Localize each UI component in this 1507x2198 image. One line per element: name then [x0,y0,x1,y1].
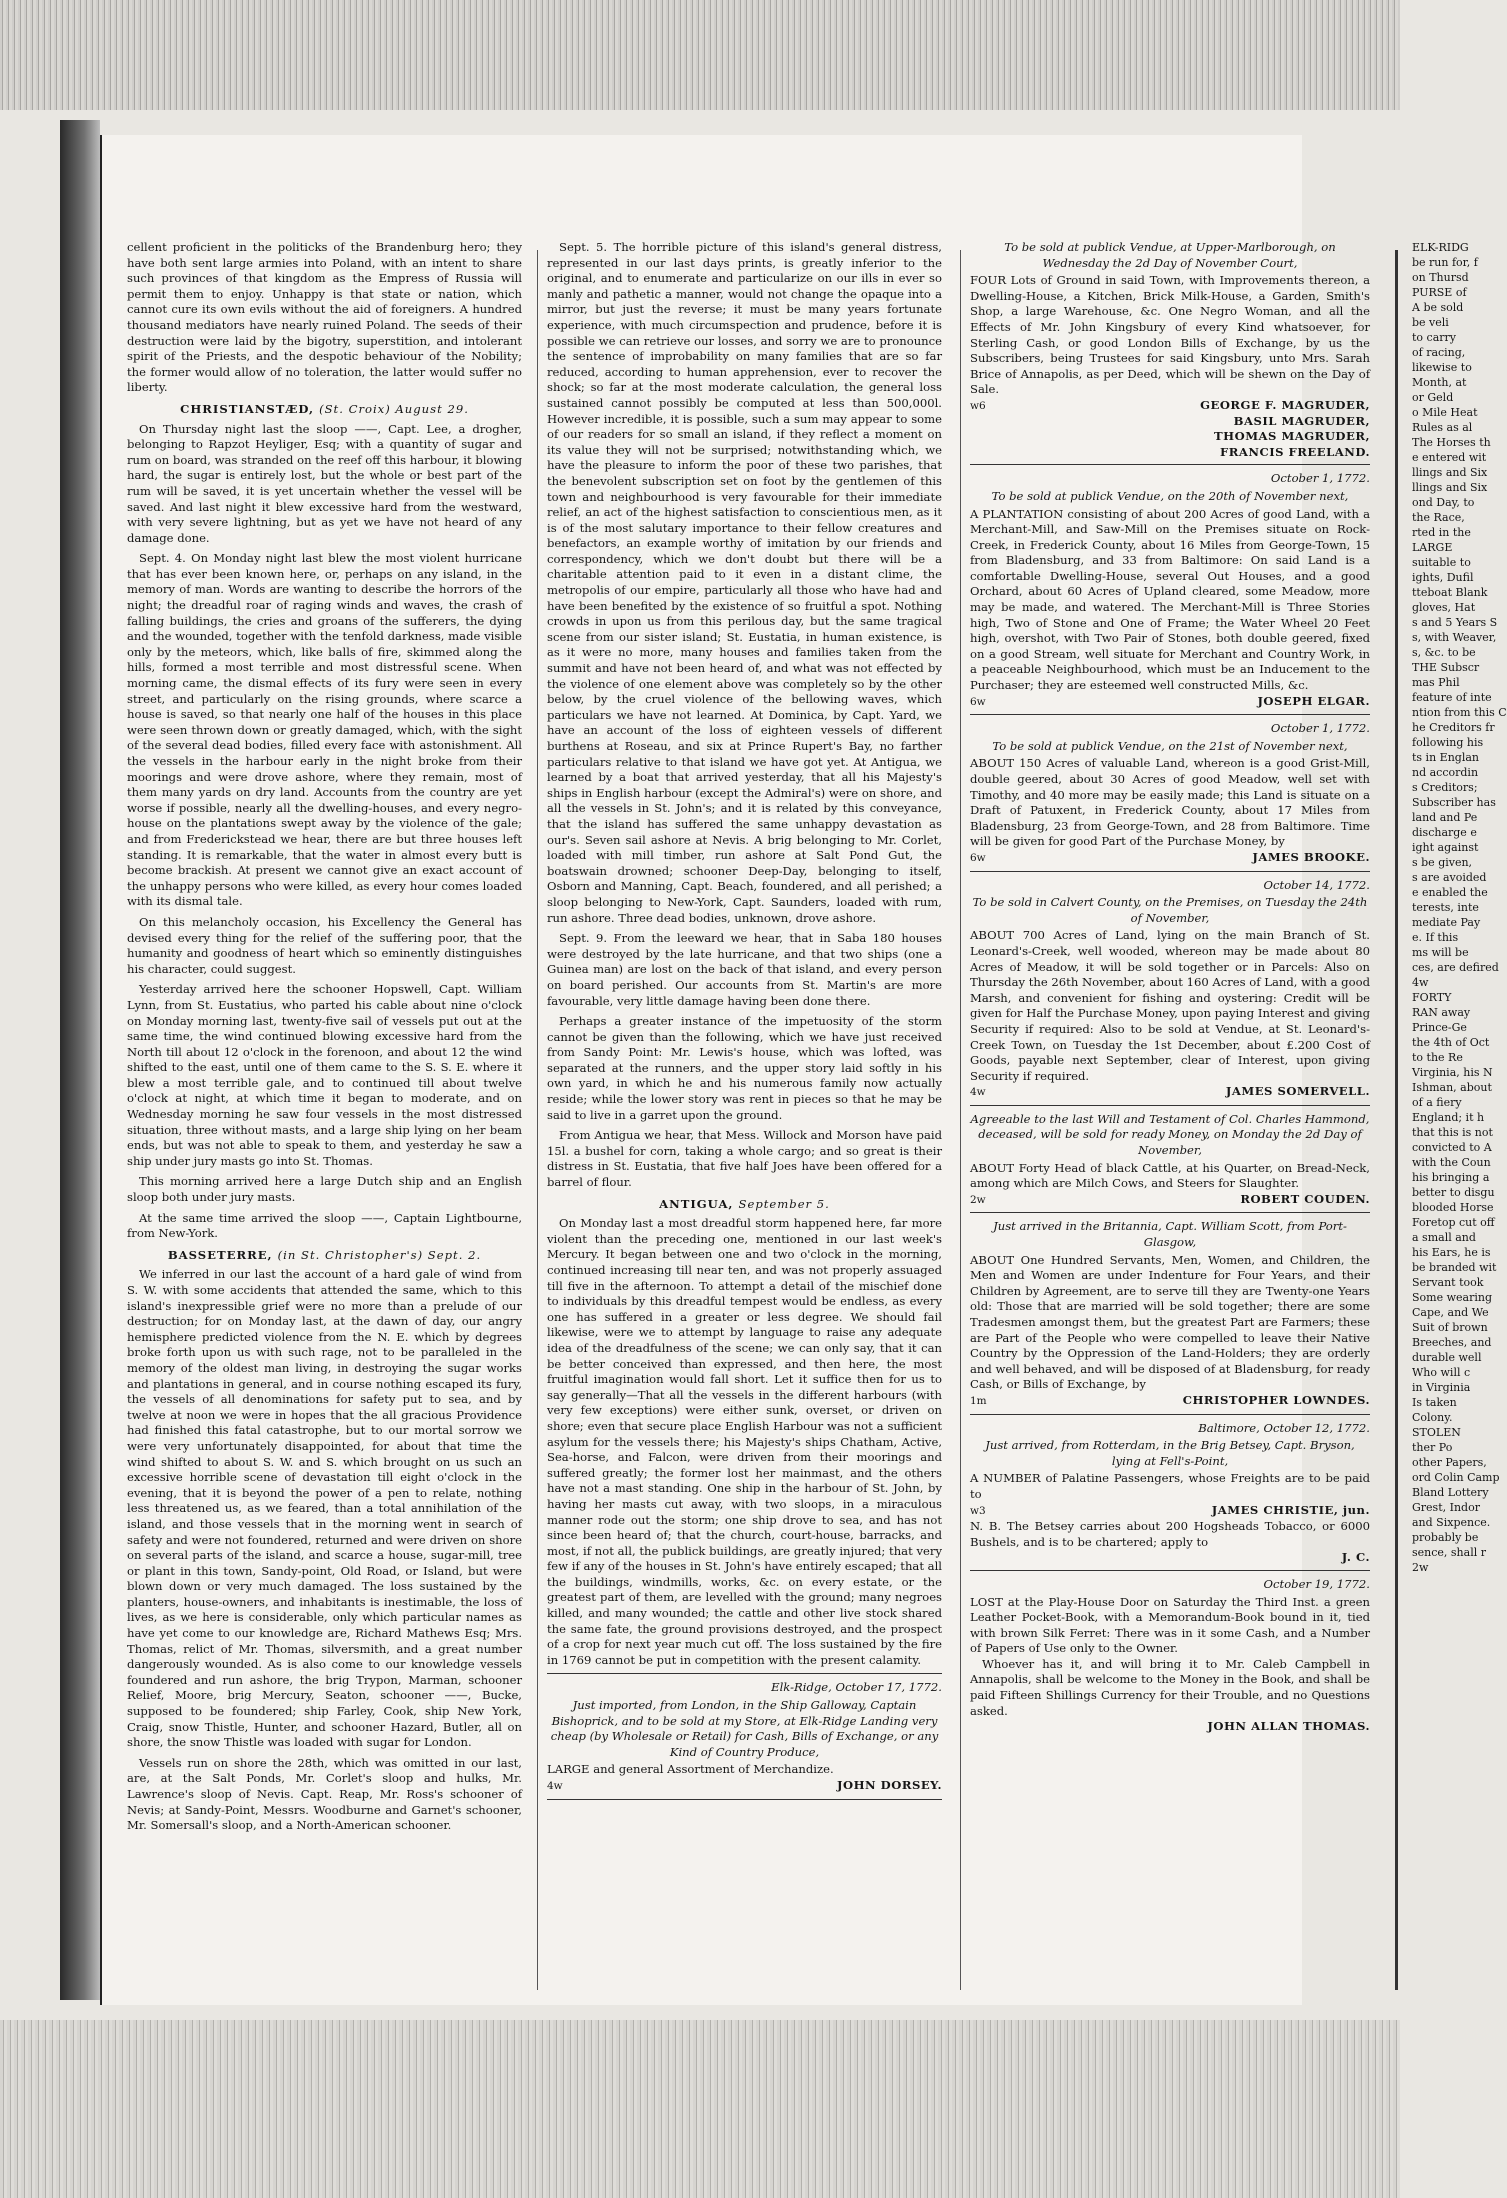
cropped-line: Bland Lottery [1412,1486,1489,1499]
cropped-line: land and Pe [1412,811,1478,824]
scan-top-margin [0,0,1400,110]
cropped-line: Servant took [1412,1276,1484,1289]
ad-code: 1m [970,1394,987,1407]
column-rule [537,250,538,1990]
advertisement-elgar [970,471,1370,715]
cropped-line: the Race, [1412,511,1465,524]
ad-signature: JOHN ALLAN THOMAS. [1207,1719,1370,1734]
ad-signature-row [970,850,1370,867]
ad-title: To be sold at publick Vendue, on the 21st of November next, [992,738,1348,753]
ad-body: FOUR Lots of Ground in said Town, with Improvements thereon, a Dwelling-House, a Kitchen, Brick Milk-House, a Garden, Smith's Shop, a large Warehouse, &c. One Negro Woman, and all the Effects of Mr. John Kingsbury of every Kind whatsoever, for Sterling Cash, or good London Bills of Exchange, by us the Subscribers, being Trustees for said Kingsbury, unto Mrs. Sarah Brice of Annapolis, as per Deed, which will be shewn on the Day of Sale. [970,273,1370,397]
ad-body: ABOUT One Hundred Servants, Men, Women, and Children, the Men and Women are under Indenture for Four Years, and their Children by Agreement, are to serve till they are Twenty-one Years old: Those that are married will be sold together; there are some Tradesmen amongst them, but the greatest Part are Farmers; these are Part of the People who were compelled to leave their Native Country by the Oppression of the Land-Holders; they are orderly and well behaved, and will be disposed of at Bladensburg, for ready Cash, or Bills of Exchange, by [970,1252,1370,1392]
cropped-line: STOLEN [1412,1426,1461,1439]
cropped-line: Foretop cut off [1412,1216,1495,1229]
cropped-line: on Thursd [1412,271,1469,284]
column-3 [970,240,1370,2005]
cropped-line: rted in the [1412,526,1471,539]
cropped-line: with the Coun [1412,1156,1491,1169]
ad-signature-row [970,398,1370,460]
column-4-cropped [1412,240,1507,2005]
cropped-line: or Geld [1412,391,1454,404]
dateline-head [127,402,522,418]
cropped-line: ight against [1412,841,1479,854]
cropped-line: Breeches, and [1412,1336,1492,1349]
article-paragraph: From Antigua we hear, that Mess. Willock and Morson have paid 15l. a bushel for corn, taking a whole cargo; and so great is their distress in St. Eustatia, that five half Joes have been offered for a barrel of flour. [547,1128,942,1190]
ad-signature: CHRISTOPHER LOWNDES. [1182,1392,1370,1407]
place-name: BASSETERRE, [167,1247,273,1262]
ad-code: 6w [970,695,986,708]
cropped-line: tteboat Blank [1412,586,1488,599]
ad-body: ABOUT 700 Acres of Land, lying on the main Branch of St. Leonard's-Creek, well wooded, whereon may be made about 80 Acres of Meadow, it will be sold together or in Parcels: Also on Thursday the 26th November, about 160 Acres of Land, with a good Marsh, and convenient for fishing and oystering: Credit will be given for Half the Purchase Money, upon paying Interest and giving Security if required: Also to be sold at Vendue, at St. Leonard's-Creek Town, on Tuesday the 1st December, about £.200 Cost of Goods, payable next September, clear of Interest, upon giving Security if required. [970,928,1370,1083]
column-2 [547,240,942,2005]
cropped-line: Colony. [1412,1411,1453,1424]
cropped-line: his bringing a [1412,1171,1490,1184]
cropped-line: s, &c. to be [1412,646,1476,659]
cropped-line: ther Po [1412,1441,1453,1454]
ad-signature: BASIL MAGRUDER, [1233,413,1370,428]
cropped-line: his Ears, he is [1412,1246,1491,1259]
cropped-line: suitable to [1412,556,1471,569]
cropped-line: discharge e [1412,826,1477,839]
article-paragraph: At the same time arrived the sloop ——, Captain Lightbourne, from New-York. [127,1210,522,1241]
cropped-line: Suit of brown [1412,1321,1488,1334]
ad-signature: GEORGE F. MAGRUDER, [1200,397,1370,412]
cropped-line: of racing, [1412,346,1466,359]
cropped-line: e. If this [1412,931,1459,944]
ad-signature-row [970,694,1370,711]
article-paragraph: On Thursday night last the sloop ——, Capt. Lee, a drogher, belonging to Rapzot Heyliger, Esq; with a quantity of sugar and rum on board, was stranded on the reef off this harbour, it blowing hard, the sugar is entirely lost, but the whole or best part of the rum will be saved, it is yet uncertain whether the vessel will be saved. And last night it blew excessive hard from the westward, with very severe lightning, but as yet we have not heard of any damage done. [127,421,522,545]
cropped-line: Virginia, his N [1412,1066,1493,1079]
cropped-line: e entered wit [1412,451,1487,464]
ad-dateline: October 1, 1772. [1270,721,1370,736]
cropped-line: s and 5 Years S [1412,616,1498,629]
cropped-line: be run for, f [1412,256,1478,269]
ad-signature: J. C. [1341,1550,1370,1565]
cropped-line: llings and Six [1412,466,1488,479]
ad-body: LARGE and general Assortment of Merchandize. [547,1762,834,1777]
advertisement-lowndes [970,1219,1370,1414]
article-paragraph: Vessels run on shore the 28th, which was omitted in our last, are, at the Salt Ponds, Mr. Corlet's sloop and hulks, Mr. Lawrence's sloop of Nevis. Capt. Reap, Mr. Ross's schooner of Nevis; at Sandy-Point, Messrs. Woodburne and Garnet's schooner, Mr. Somersall's sloop, and a North-American schooner. [127,1755,522,1833]
advertisement-couden [970,1112,1370,1214]
ad-signature: JAMES BROOKE. [1252,849,1370,864]
cropped-line: ces, are defired [1412,961,1499,974]
cropped-line: the 4th of Oct [1412,1036,1490,1049]
cropped-line: be branded wit [1412,1261,1497,1274]
ad-dateline: Elk-Ridge, October 17, 1772. [771,1680,942,1695]
advertisement-dorsey [547,1673,942,1799]
cropped-line: 2w [1412,1561,1429,1574]
cropped-line: England; it h [1412,1111,1485,1124]
cropped-line: LARGE [1412,541,1453,554]
cropped-line: ond Day, to [1412,496,1475,509]
cropped-line: ms will be [1412,946,1469,959]
dateline-head [547,1197,942,1213]
ad-dateline: October 19, 1772. [1263,1576,1370,1591]
ad-signature: JOSEPH ELGAR. [1257,693,1370,708]
ad-body: A NUMBER of Palatine Passengers, whose Freights are to be paid to [970,1471,1370,1501]
cropped-line: Some wearing [1412,1291,1492,1304]
cropped-line: be veli [1412,316,1449,329]
cropped-line: Prince-Ge [1412,1021,1467,1034]
dateline-head [127,1248,522,1264]
cropped-line: Rules as al [1412,421,1473,434]
ad-dateline: October 1, 1772. [1270,471,1370,486]
ad-signature: JAMES CHRISTIE, jun. [1211,1502,1370,1517]
cropped-line: Is taken [1412,1396,1457,1409]
cropped-line: durable well [1412,1351,1482,1364]
cropped-line: Subscriber has [1412,796,1496,809]
cropped-line: ights, Dufil [1412,571,1474,584]
ad-code: w3 [970,1504,986,1517]
ad-dateline: October 14, 1772. [1263,877,1370,892]
newspaper-page [100,135,1507,2005]
ad-signature: JOHN DORSEY. [837,1778,942,1792]
article-paragraph: Perhaps a greater instance of the impetuosity of the storm cannot be given than the following, which we have just received from Sandy Point: Mr. Lewis's house, which was lofted, was separated at the runners, and the upper story laid softly in his own yard, in which he and his numerous family now actually reside; while the lower story was rent in pieces so that he may be said to live in a garret upon the ground. [547,1014,942,1122]
place-name: CHRISTIANSTÆD, [180,401,315,416]
cropped-line: Cape, and We [1412,1306,1489,1319]
ad-body: LOST at the Play-House Door on Saturday the Third Inst. a green Leather Pocket-Book, with a Memorandum-Book bound in it, tied with brown Silk Ferret: There was in it some Cash, and a Number of Papers of Use only to the Owner. [970,1594,1370,1656]
cropped-line: THE Subscr [1412,661,1480,674]
article-paragraph: We inferred in our last the account of a hard gale of wind from S. W. with some accidents that attended the same, which to this island's inexpressible grief were no more than a prelude of our destruction; for on Monday last, at the dawn of day, our angry hemisphere predicted violence from the N. E. which by degrees broke forth upon us with such rage, not to be paralleled in the memory of the oldest man living, in destroying the sugar works and plantations in general, and in course nothing escaped its fury, the vessels of all denominations for safety put to sea, and by twelve at noon we were in hopes that the all gracious Providence had finished this fatal catastrophe, but to our mortal sorrow we were very unfortunately disappointed, for about that time the wind shifted to about S. W. and S. which brought on us such an excessive horrible scene of devastation till eight o'clock in the evening, that it is beyond the power of a pen to relate, nothing less threatened us, as we feared, than a total annihilation of the island, and those vessels that in the morning went in search of safety and were not foundered, returned and were driven on shore on several parts of the island, and scarce a house, sugar-mill, tree or plant in this town, Sandy-point, Old Road, or Island, but were blown down or very much damaged. The loss sustained by the planters, house-owners, and inhabitants is inestimable, the loss of lives, as we here is considerable, only which particular names as have yet come to our knowledge are, Richard Mathews Esq; Mrs. Thomas, relict of Mr. Thomas, silversmith, and a great number dangerously wounded. As is also come to our knowledge vessels foundered and run ashore, the brig Trypon, Marman, schooner Relief, Moore, brig Mercury, Seaton, schooner ——, Bucke, supposed to be foundered; ship Farley, Cook, ship New York, Craig, snow Thistle, Hunter, and schooner Hazard, Butler, all on shore, the snow Thistle was loaded with sugar for London. [127,1267,522,1750]
cropped-line: e enabled the [1412,886,1488,899]
cropped-line: llings and Six [1412,481,1488,494]
cropped-line: ntion from this C [1412,706,1507,719]
ad-signature-row [547,1778,942,1795]
cropped-line: s be given, [1412,856,1473,869]
ad-title: Just arrived in the Britannia, Capt. William Scott, from Port-Glasgow, [993,1219,1347,1250]
ad-signature: ROBERT COUDEN. [1240,1191,1370,1206]
column-1 [127,240,522,2005]
article-paragraph: On this melancholy occasion, his Excellency the General has devised every thing for the relief of the suffering poor, that the humanity and goodness of heart which so eminently distinguishes his character, could suggest. [127,914,522,976]
ad-code: w6 [970,399,986,412]
ad-signature: JAMES SOMERVELL. [1225,1084,1370,1099]
advertisement-christie [970,1421,1370,1571]
cropped-line: s Creditors; [1412,781,1478,794]
cropped-line: probably be [1412,1531,1479,1544]
page-gutter [1395,250,1398,1990]
ad-code: 2w [970,1193,986,1206]
cropped-line: feature of inte [1412,691,1492,704]
ad-signature-row [970,1192,1370,1209]
cropped-line: FORTY [1412,991,1452,1004]
cropped-line: to the Re [1412,1051,1463,1064]
article-paragraph: Sept. 4. On Monday night last blew the most violent hurricane that has ever been known here, or, perhaps on any island, in the memory of man. Words are wanting to describe the horrors of the night; the dreadful roar of raging winds and waves, the crash of falling buildings, the cries and groans of the sufferers, the dying and the wounded, together with the tenfold darkness, made visible only by the meteors, which, like balls of fire, skimmed along the hills, formed a most terrible and most distressful scene. When morning came, the dismal effects of its fury were seen in every street, and particularly on the rising grounds, where scarce a house is saved, so that nearly one half of the houses in this place were seen thrown down or greatly damaged, which, with the sight of the several dead bodies, filled every face with astonishment. All the vessels in the harbour early in the night broke from their moorings and were drove ashore, where they remain, most of them many yards on dry land. Accounts from the country are yet worse if possible, nearly all the dwelling-houses, and every negro-house on the plantations swept away by the violence of the gale; and from Frederickstead we hear, there are but three houses left standing. It is remarkable, that the water in almost every butt is become brackish. At present we cannot give an exact account of the unhappy persons who were killed, as every hour comes loaded with its dismal tale. [127,551,522,909]
cropped-line: to carry [1412,331,1456,344]
ad-signature-row [970,1503,1370,1520]
place-name: ANTIGUA, [659,1196,734,1211]
ad-body: Whoever has it, and will bring it to Mr. Caleb Campbell in Annapolis, shall be welcome to the Money in the Book, and shall be paid Fifteen Shillings Currency for their Trouble, and no Questions asked. [970,1656,1370,1718]
cropped-line: of a fiery [1412,1096,1462,1109]
ad-title: Just imported, from London, in the Ship Galloway, Captain Bishoprick, and to be sold at my Store, at Elk-Ridge Landing very cheap (by Wholesale or Retail) for Cash, Bills of Exchange, or any Kind of Country Produce, [550,1698,939,1759]
ad-dateline: Baltimore, October 12, 1772. [1198,1420,1370,1435]
cropped-line: The Horses th [1412,436,1491,449]
ad-title: Agreeable to the last Will and Testament of Col. Charles Hammond, deceased, will be sold for ready Money, on Monday the 2d Day of November, [970,1111,1370,1158]
ad-title: To be sold at publick Vendue, on the 20th of November next, [991,488,1349,503]
cropped-line: RAN away [1412,1006,1471,1019]
dateline-date: September 5. [738,1196,830,1211]
cropped-line: mediate Pay [1412,916,1481,929]
cropped-line: he Creditors fr [1412,721,1495,734]
cropped-line: gloves, Hat [1412,601,1476,614]
cropped-line: a small and [1412,1231,1476,1244]
advertisement-thomas [970,1577,1370,1739]
cropped-line: s are avoided [1412,871,1487,884]
cropped-line: o Mile Heat [1412,406,1478,419]
ad-body: ABOUT Forty Head of black Cattle, at his Quarter, on Bread-Neck, among which are Milch Cows, and Steers for Slaughter. [970,1160,1370,1191]
article-paragraph: cellent proficient in the politicks of the Brandenburg hero; they have both sent large armies into Poland, with an intent to share such provinces of that kingdom as the Empress of Russia will permit them to enjoy. Unhappy is that state or nation, which cannot cure its own evils without the aid of foreigners. A hundred thousand mediators have nearly ruined Poland. The seeds of their destruction were laid by the bigotry, superstition, and intolerant spirit of the Priests, and the despotic behaviour of the Nobility; the former would allow of no toleration, the latter would suffer no liberty. [127,240,522,395]
ad-code: 4w [970,1086,986,1099]
article-paragraph: On Monday last a most dreadful storm happened here, far more violent than the preceding one, mentioned in our last week's Mercury. It began between one and two o'clock in the morning, continued increasing till near ten, and was not properly assuaged till five in the afternoon. To attempt a detail of the mischief done to individuals by this dreadful tempest would be endless, as every one has suffered in a greater or less degree. We should fail likewise, were we to attempt by language to raise any adequate idea of the dreadfulness of the scene; we can only say, that it can be better conceived than expressed, and then here, the most fruitful imagination would fall short. Let it suffice then for us to say generally—That all the vessels in the different harbours (with very few exceptions) were either sunk, overset, or driven on shore; even that secure place English Harbour was not a sufficient asylum for the vessels there; his Majesty's ships Chatham, Active, Sea-horse, and Falcon, were driven from their moorings and suffered greatly; the former lost her mainmast, and the others have not a mast standing. One ship in the harbour of St. John, by having her masts cut away, with two sloops, in a miraculous manner rode out the storm; one ship drove to sea, and has not since been heard of; that the church, court-house, barracks, and most, if not all, the publick buildings, are greatly injured; that very few if any of the houses in St. John's have entirely escaped; that all the buildings, windmills, works, &c. on every estate, or the greatest part of them, are levelled with the ground; many negroes killed, and many wounded; the cattle and other live stock shared the same fate, the ground provisions destroyed, and the prospect of a crop for next year much cut off. The loss sustained by the fire in 1769 cannot be put in competition with the present calamity. [547,1216,943,1667]
cropped-line: and Sixpence. [1412,1516,1491,1529]
ad-title: To be sold at publick Vendue, at Upper-Marlborough, on Wednesday the 2d Day of November Court, [1004,240,1336,270]
cropped-line: ts in Englan [1412,751,1479,764]
cropped-line: nd accordin [1412,766,1479,779]
advertisement-brooke [970,721,1370,871]
ad-signature: FRANCIS FREELAND. [1220,444,1370,459]
cropped-line: likewise to [1412,361,1472,374]
cropped-line: following his [1412,736,1484,749]
ad-signature-row [970,1084,1370,1101]
advertisement-somervell [970,878,1370,1106]
cropped-line: that this is not [1412,1126,1493,1139]
advertisement-magruder [970,240,1370,465]
ad-code: 4w [547,1780,563,1792]
ad-body: ABOUT 150 Acres of valuable Land, whereon is a good Grist-Mill, double geered, about 30 Acres of good Meadow, well set with Timothy, and 40 more may be easily made; this Land is situate on a Draft of Patuxent, in Frederick County, about 17 Miles from Bladensburg, 23 from George-Town, and 28 from Baltimore. Time will be given for good Part of the Purchase Money, by [970,756,1370,849]
cropped-line: Who will c [1412,1366,1471,1379]
ad-code: 6w [970,851,986,864]
cropped-line: Ishman, about [1412,1081,1492,1094]
ad-signature-row [970,1393,1370,1410]
column-rule [960,250,961,1990]
ad-note: N. B. The Betsey carries about 200 Hogsheads Tobacco, or 6000 Bushels, and is to be chartered; apply to [970,1519,1370,1549]
article-paragraph: Sept. 9. From the leeward we hear, that in Saba 180 houses were destroyed by the late hurricane, and that two ships (one a Guinea man) are lost on the back of that island, and every person on board perished. Our accounts from St. Martin's are more favourable, very little damage having been done there. [547,931,942,1008]
cropped-line: better to disgu [1412,1186,1495,1199]
ad-body: A PLANTATION consisting of about 200 Acres of good Land, with a Merchant-Mill, and Saw-Mill on the Premises situate on Rock-Creek, in Frederick County, about 16 Miles from George-Town, 15 from Bladensburg, and 33 from Baltimore: On said Land is a comfortable Dwelling-House, several Out Houses, and a good Orchard, about 60 Acres of Upland cleared, some Meadow, more may be made, and watered. The Merchant-Mill is Three Stories high, Two of Stone and One of Frame; the Water Wheel 20 Feet high, overshot, with Two Pair of Stones, both double geered, fixed on a good Stream, well situate for Merchant and Country Work, in a peaceable Neighbourhood, which must be an Inducement to the Purchaser; they are esteemed well constructed Mills, &c. [970,506,1370,693]
ad-title: To be sold in Calvert County, on the Premises, on Tuesday the 24th of November, [972,895,1368,925]
cropped-line: ord Colin Camp [1412,1471,1500,1484]
ad-title: Just arrived, from Rotterdam, in the Brig Betsey, Capt. Bryson, lying at Fell's-Point, [985,1438,1355,1468]
cropped-line: terests, inte [1412,901,1479,914]
cropped-line: other Papers, [1412,1456,1487,1469]
cropped-line: s, with Weaver, [1412,631,1497,644]
cropped-line: convicted to A [1412,1141,1492,1154]
cropped-line: sence, shall r [1412,1546,1486,1559]
book-binding [60,120,100,2000]
ad-signature: THOMAS MAGRUDER, [1214,429,1370,444]
cropped-line: 4w [1412,976,1429,989]
cropped-line: ELK-RIDG [1412,241,1469,254]
dateline-date: (St. Croix) August 29. [319,401,469,416]
article-paragraph: Sept. 5. The horrible picture of this island's general distress, represented in our last days prints, is greatly inferior to the original, and to enumerate and particularize on our ills in ever so manly and pathetic a manner, would not change the opaque into a mirror, but just the reverse; it must be many years fortunate experience, with much circumspection and prudence, before it is possible we can retrieve our losses, and sorry we are to pronounce the sentence of improbability on many families that are so far reduced, according to human apprehension, ever to recover the shock; so far at the most moderate calculation, the general loss sustained cannot possibly be computed at less than 500,000l. However incredible, it is possible, such a sum may appear to some of our readers for so small an island, if they reflect a moment on its value they will not be surprised; notwithstanding which, we have the pleasure to inform the poor of these two parishes, that the benevolent subscription set on foot by the gentlemen of this town and neighbourhood is very favourable for their immediate relief, an act of the highest satisfaction to conscientious men, as it is of the most salutary importance to their fellow creatures and benefactors, an example worthy of imitation by our friends and correspondency, which we don't doubt but there will be a charitable attention paid to it even in a distant clime, the metropolis of our empire, particularly all those who have had and have been benefited by the existence of so fruitful a spot. Nothing crowds in upon us from this perilous day, but the same tragical scene from our sister island; St. Eustatia, in human existence, is as it were no more, many houses and families taken from the summit and have not been heard of, and what was not effected by the violence of one element above was completely so by the other below, by the cruel violence of the bellowing waves, which particulars we have not learned. At Dominica, by Capt. Yard, we have an account of the loss of eighteen vessels of different burthens at Roseau, and six at Prince Rupert's Bay, no farther particulars relative to that island we have got yet. At Antigua, we learned by a boat that arrived yesterday, that all his Majesty's ships in English harbour (except the Admiral's) were on shore, and all the vessels in St. John's; and it is related by this conveyance, that the island has suffered the same unhappy devastation as our's. Seven sail ashore at Nevis. A brig belonging to Mr. Corlet, loaded with mill timber, run ashore at Salt Pond Gut, the boatswain drowned; schooner Deep-Day, belonging to itself, Osborn and Manning, Capt. Beach, foundered, and all perished; a sloop belonging to New-York, Capt. Saunders, loaded with rum, run ashore. Three dead bodies, unknown, drove ashore. [547,240,942,925]
article-paragraph: Yesterday arrived here the schooner Hopswell, Capt. William Lynn, from St. Eustatius, who parted his cable about nine o'clock on Monday morning last, twenty-five sail of vessels put out at the same time, the wind continued blowing excessive hard from the North till about 12 o'clock in the forenoon, and about 12 the wind shifted to the east, until one of them came to the S. S. E. where it blew a most terrible gale, and to continued till about twelve o'clock at night, at which time it began to moderate, and on Wednesday morning he saw four vessels in the most distressed situation, three without masts, and a large ship lying on her beam ends, but was not able to speak to them, and yesterday he saw a ship under jury masts go into St. Thomas. [127,982,522,1168]
article-paragraph: This morning arrived here a large Dutch ship and an English sloop both under jury masts. [127,1174,522,1205]
cropped-line: blooded Horse [1412,1201,1494,1214]
cropped-line: PURSE of [1412,286,1467,299]
dateline-date: (in St. Christopher's) Sept. 2. [277,1247,482,1262]
cropped-line: Grest, Indor [1412,1501,1480,1514]
cropped-line: Month, at [1412,376,1467,389]
cropped-line: mas Phil [1412,676,1460,689]
cropped-line: A be sold [1412,301,1464,314]
scan-bottom-margin [0,2020,1400,2198]
cropped-line: in Virginia [1412,1381,1471,1394]
